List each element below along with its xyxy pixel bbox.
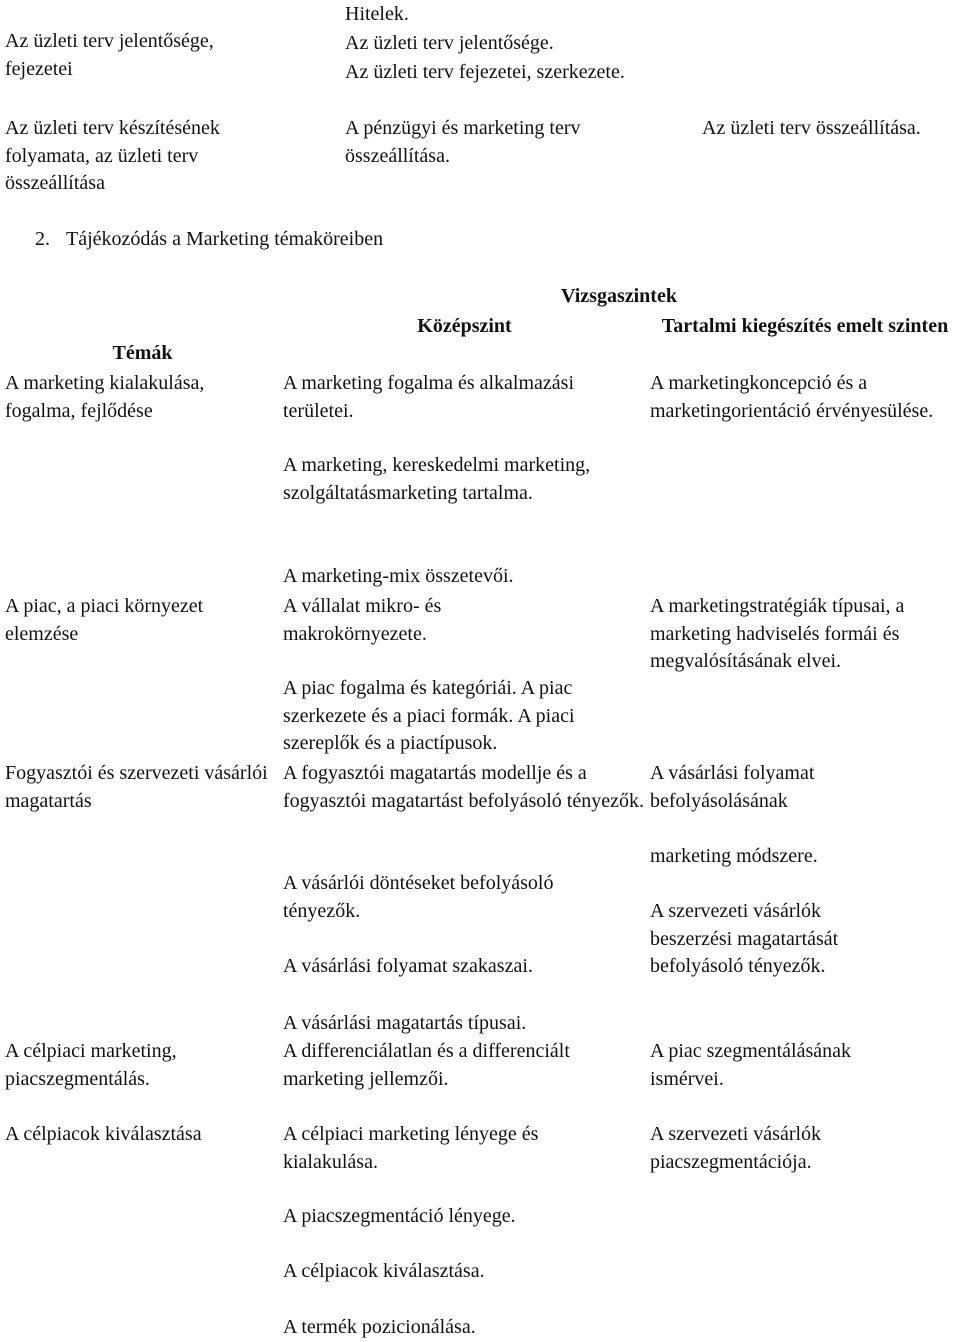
row5-high-0: A szervezeti vásárlók piacszegmentációja. <box>650 1123 822 1173</box>
top-row1-topic: Az üzleti terv jelentősége, fejezetei <box>5 30 214 80</box>
top-row2-right: Az üzleti terv összeállítása. <box>702 117 921 139</box>
row2-topic: A piac, a piaci környezet elemzése <box>5 595 204 645</box>
header-high-level: Tartalmi kiegészítés emelt szinten <box>661 315 949 337</box>
row1-mid-1: A marketing, kereskedelmi marketing, szolgáltatásmarketing tartalma. <box>283 454 591 504</box>
top-row2-topic: Az üzleti terv készítésének folyamata, az üzleti terv összeállítása <box>5 117 220 194</box>
row4-topic: A célpiaci marketing, piacszegmentálás. <box>5 1040 177 1090</box>
row1-mid-2: A marketing-mix összetevői. <box>283 565 514 587</box>
top-row1-item: Az üzleti terv jelentősége. <box>345 32 554 54</box>
row5-mid-2: A célpiacok kiválasztása. <box>283 1260 485 1282</box>
row2-high-0: A marketingstratégiák típusai, a marketing hadviselés formái és megvalósításának elvei. <box>650 595 905 672</box>
row5-mid-1: A piacszegmentáció lényege. <box>283 1205 516 1227</box>
row3-mid-1: A vásárlói döntéseket befolyásoló tényezők. <box>283 872 554 922</box>
row4-mid-0: A differenciálatlan és a differenciált marketing jellemzői. <box>283 1040 570 1090</box>
row1-high-0: A marketingkoncepció és a marketingorientáció érvényesülése. <box>650 372 934 422</box>
row3-topic: Fogyasztói és szervezeti vásárlói magatartás <box>5 762 268 812</box>
top-row1-items <box>345 0 725 87</box>
row4-high-0: A piac szegmentálásának ismérvei. <box>650 1040 852 1090</box>
section-title: Tájékozódás a Marketing témaköreiben <box>66 228 384 250</box>
row5-topic: A célpiacok kiválasztása <box>5 1123 202 1145</box>
row1-mid-0: A marketing fogalma és alkalmazási területei. <box>283 372 575 422</box>
row5-mid-0: A célpiaci marketing lényege és kialakulása. <box>283 1123 539 1173</box>
header-exam-levels: Vizsgaszintek <box>561 285 677 307</box>
header-topics: Témák <box>112 342 173 364</box>
top-row1-item: Az üzleti terv fejezetei, szerkezete. <box>345 61 625 83</box>
row3-mid-3: A vásárlási magatartás típusai. <box>283 1012 527 1034</box>
row3-mid-0: A fogyasztói magatartás modellje és a fogyasztói magatartást befolyásoló tényezők. <box>283 762 644 812</box>
row3-high-2: A szervezeti vásárlók beszerzési magatartását befolyásoló tényezők. <box>650 900 839 977</box>
row2-mid-0: A vállalat mikro- és makrokörnyezete. <box>283 595 442 645</box>
row3-high-1: marketing módszere. <box>650 845 818 867</box>
row2-mid-1: A piac fogalma és kategóriái. A piac szerkezete és a piaci formák. A piaci szereplők és a piactípusok. <box>283 677 575 754</box>
section-heading <box>35 226 383 254</box>
section-number: 2. <box>35 228 50 250</box>
header-mid-level: Középszint <box>417 315 512 337</box>
row5-mid-3: A termék pozicionálása. <box>283 1316 476 1338</box>
row1-topic: A marketing kialakulása, fogalma, fejlődése <box>5 372 205 422</box>
row3-mid-2: A vásárlási folyamat szakaszai. <box>283 955 533 977</box>
top-row1-item: Hitelek. <box>345 3 409 25</box>
top-row2-mid: A pénzügyi és marketing terv összeállítása. <box>345 117 581 167</box>
row3-high-0: A vásárlási folyamat befolyásolásának <box>650 762 815 812</box>
